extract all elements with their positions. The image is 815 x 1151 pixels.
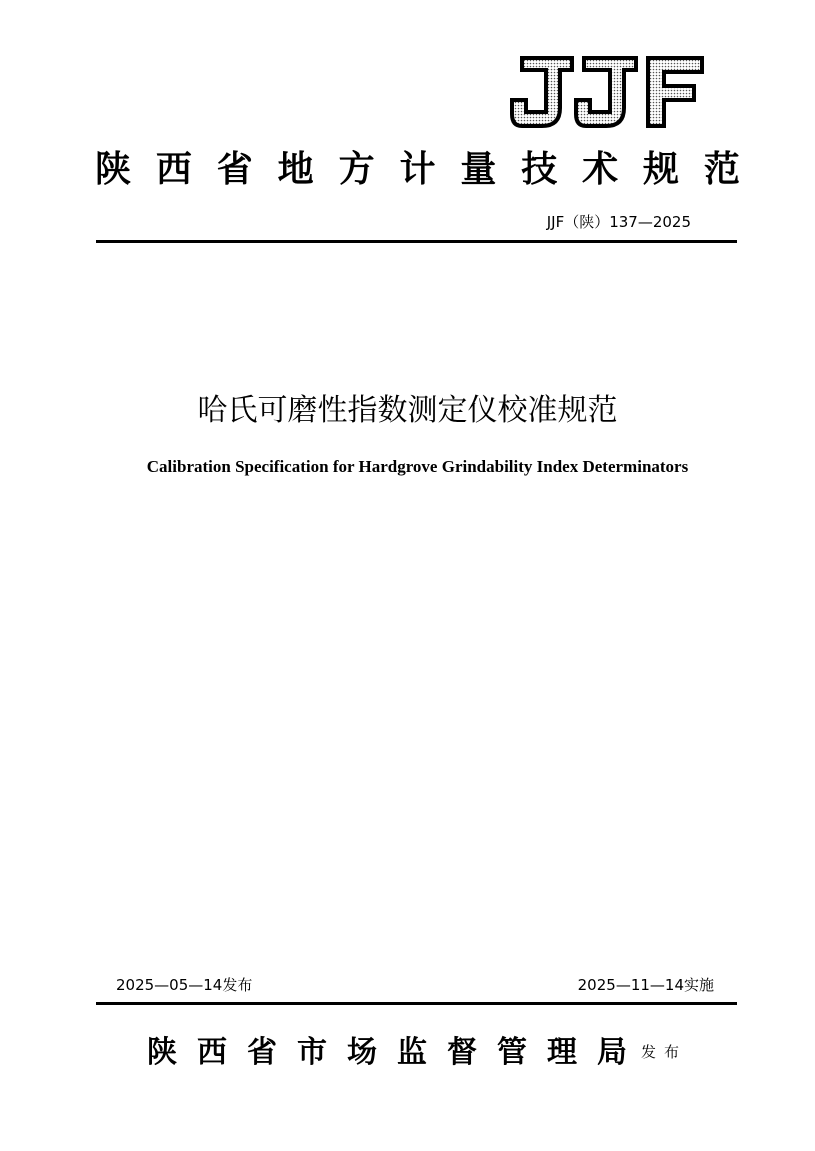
logo-letter-j-2 <box>576 58 636 126</box>
document-title-english: Calibration Specification for Hardgrove Grindability Index Determinators <box>146 457 689 476</box>
series-title-char: 计 <box>399 148 436 190</box>
issuer-name-char: 西 <box>197 1035 227 1070</box>
series-title-char: 省 <box>216 148 253 190</box>
top-rule <box>96 240 737 243</box>
issuer-name-char: 市 <box>297 1035 327 1070</box>
issuer-name-char: 场 <box>347 1035 377 1070</box>
series-title-char: 技 <box>521 148 558 190</box>
issuer-name-char: 管 <box>497 1035 527 1070</box>
series-title-char: 西 <box>155 148 192 190</box>
logo-letter-j-1 <box>512 58 572 126</box>
series-title-char: 方 <box>338 148 375 190</box>
issuer-name-char: 理 <box>547 1035 577 1070</box>
document-title-chinese: 哈氏可磨性指数测定仪校准规范 <box>197 393 618 428</box>
document-code: JJF（陕）137—2025 <box>546 213 691 231</box>
issuer-name-char: 局 <box>597 1035 627 1070</box>
issue-date: 2025—05—14发布 <box>116 976 253 994</box>
logo-letter-f <box>648 58 702 126</box>
series-title-char: 范 <box>703 148 740 190</box>
series-title-char: 陕 <box>95 148 132 190</box>
issuer-name-char: 陕 <box>147 1035 177 1070</box>
issuer-name-char: 省 <box>247 1035 277 1070</box>
series-title-char: 量 <box>460 148 497 190</box>
jjf-logo <box>508 50 706 132</box>
bottom-rule <box>96 1002 737 1005</box>
issuer-name <box>147 1030 627 1076</box>
series-title-char: 术 <box>582 148 619 190</box>
issuer-name-char: 监 <box>397 1035 427 1070</box>
issuer-suffix: 发布 <box>641 1043 688 1061</box>
issuer-name-char: 督 <box>447 1035 477 1070</box>
series-title-char: 地 <box>277 148 314 190</box>
series-title <box>95 143 740 195</box>
implementation-date: 2025—11—14实施 <box>577 976 714 994</box>
series-title-char: 规 <box>643 148 680 190</box>
